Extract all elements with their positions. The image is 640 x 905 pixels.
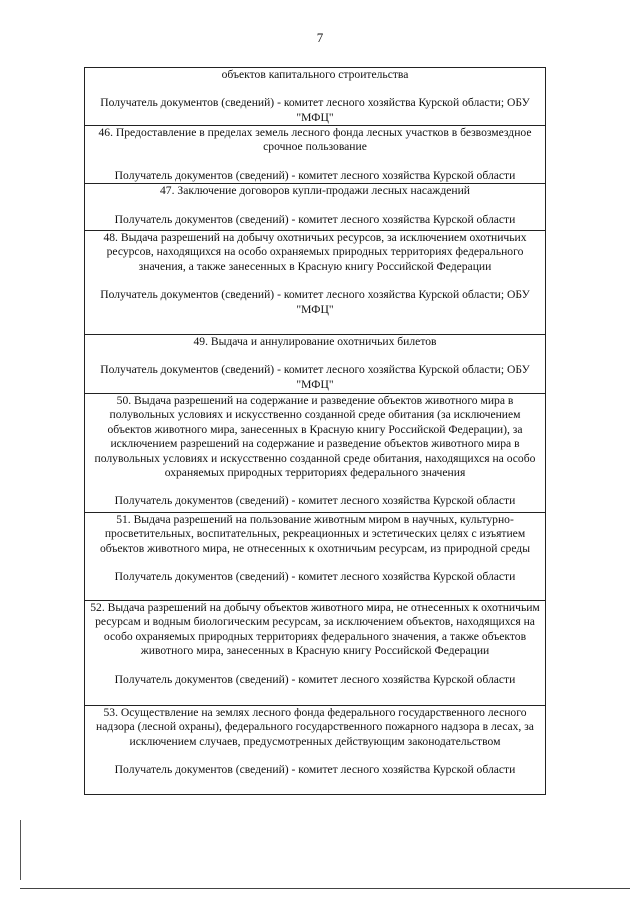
recipient-text: Получатель документов (сведений) - комитет лесного хозяйства Курской области — [114, 672, 516, 686]
service-title: 47. Заключение договоров купли-продажи лесных насаждений — [160, 184, 470, 197]
page-number: 7 — [316, 30, 324, 45]
recipient-text: Получатель документов (сведений) - комитет лесного хозяйства Курской области — [114, 213, 516, 227]
table-row-49 — [85, 335, 545, 394]
service-title: 49. Выдача и аннулирование охотничьих билетов — [193, 335, 437, 348]
table-row-48 — [85, 231, 545, 335]
recipient-text: Получатель документов (сведений) - комитет лесного хозяйства Курской области — [114, 168, 516, 182]
table-row-53 — [85, 706, 545, 795]
service-title: 50. Выдача разрешений на содержание и разведение объектов животного мира в полувольных условиях и искусственно созданной среде обитания (за исключением объектов животного мира, занесенных в Красную книгу Российской Федерации), за исключением разрешений на содержание и разведение объектов животного мира в полувольных условиях и искусственно созданной среде обитания, находящихся на особо охраняемых природных территориях федерального значения — [94, 394, 536, 480]
service-title: 52. Выдача разрешений на добычу объектов животного мира, не отнесенных к охотничьим ресурсам и водным биологическим ресурсам, за исключением объектов, находящихся на особо охраняемых природных территориях федерального значения, а также объектов животного мира, занесенных в Красную книгу Российской Федерации — [90, 601, 540, 658]
recipient-text: Получатель документов (сведений) - комитет лесного хозяйства Курской области; ОБУ "МФЦ" — [100, 96, 530, 124]
recipient-text: Получатель документов (сведений) - комитет лесного хозяйства Курской области — [114, 763, 516, 777]
service-title: 53. Осуществление на землях лесного фонда федерального государственного лесного надзора (лесной охраны), федерального государственного пожарного надзора в лесах, за исключением случаев, предусмотренных действующим законодательством — [96, 706, 534, 748]
service-title: 51. Выдача разрешений на пользование животным миром в научных, культурно-просветительных, воспитательных, рекреационных и эстетических целях с изъятием объектов животного мира, не отнесенных к охотничьим ресурсам, из природной среды — [99, 513, 531, 555]
scan-edge-line — [20, 820, 21, 880]
table-row-52 — [85, 601, 545, 706]
service-title: 48. Выдача разрешений на добычу охотничьих ресурсов, за исключением охотничьих ресурсов, находящихся на особо охраняемых природных территориях федерального значения, а также занесенных в Красную книгу Российской Федерации — [103, 231, 527, 273]
scan-edge-line — [20, 888, 630, 889]
table-row-51 — [85, 513, 545, 601]
table-row-50 — [85, 394, 545, 513]
table-row-47 — [85, 184, 545, 231]
recipient-text: Получатель документов (сведений) - комитет лесного хозяйства Курской области — [114, 570, 516, 584]
recipient-text: Получатель документов (сведений) - комитет лесного хозяйства Курской области; ОБУ "МФЦ" — [100, 288, 530, 316]
services-table — [84, 67, 546, 795]
recipient-text: Получатель документов (сведений) - комитет лесного хозяйства Курской области; ОБУ "МФЦ" — [100, 363, 530, 391]
table-row-46 — [85, 126, 545, 184]
service-title: объектов капитального строительства — [221, 68, 409, 81]
table-row-continuation — [85, 68, 545, 126]
service-title: 46. Предоставление в пределах земель лесного фонда лесных участков в безвозмездное срочное пользование — [98, 126, 532, 154]
recipient-text: Получатель документов (сведений) - комитет лесного хозяйства Курской области — [114, 494, 516, 508]
